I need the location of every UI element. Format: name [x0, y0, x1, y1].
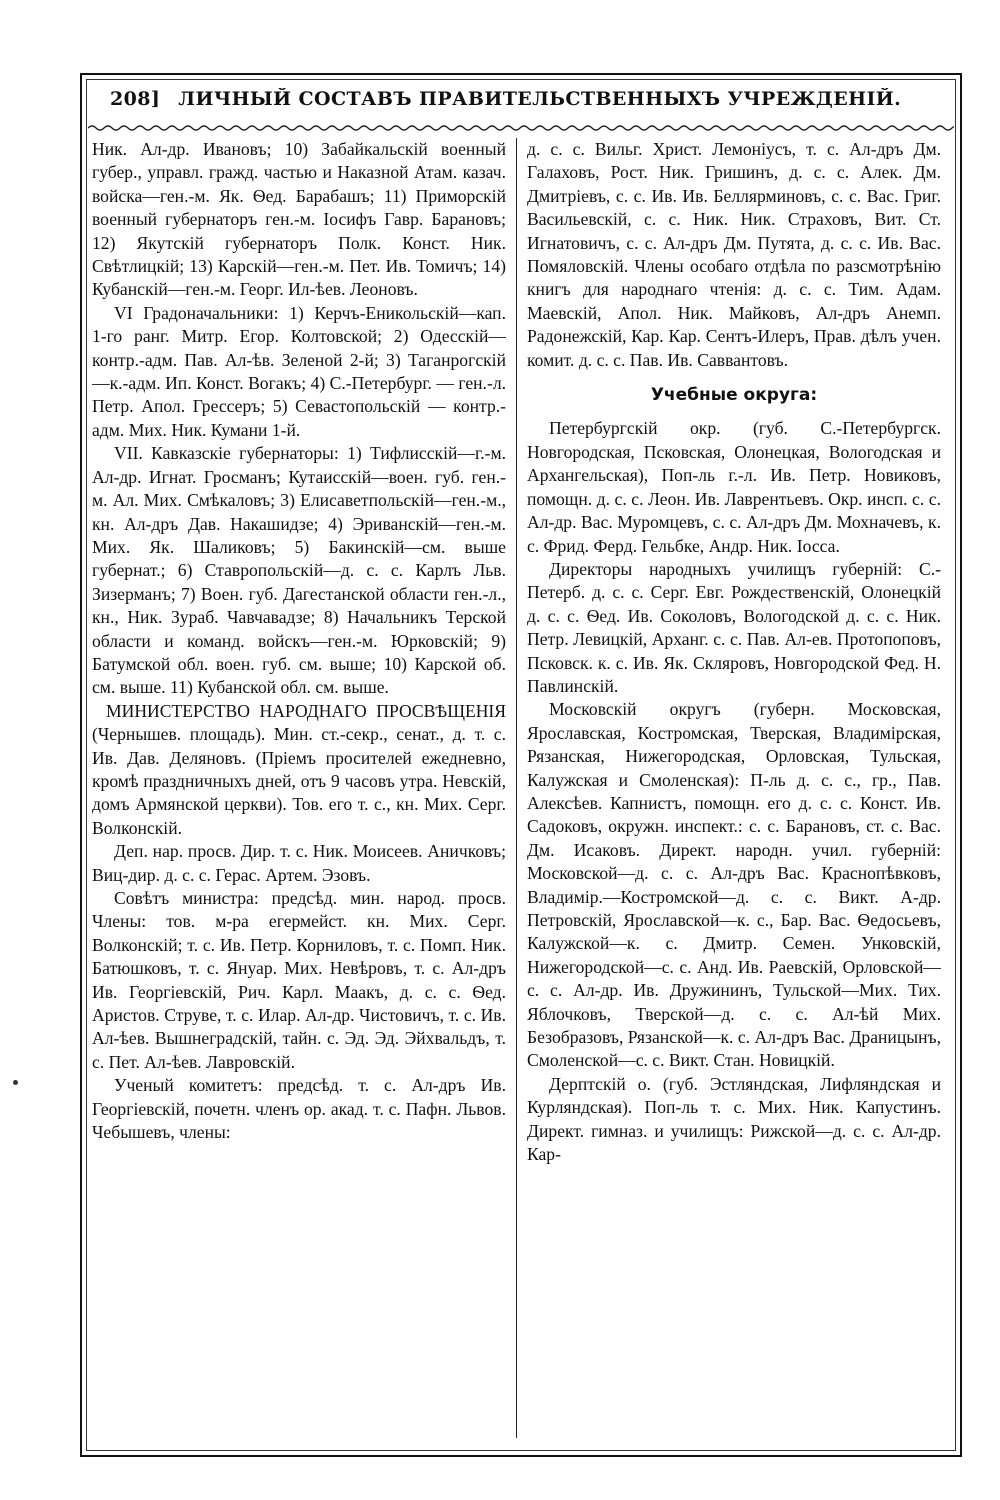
paragraph-moscow-district: Московскій округъ (губерн. Московская, Ярославская, Костромская, Тверская, Владимірская, Рязанская, Нижегородская, Орловская, Тульская, Калужская и Смоленская): П-ль д. с. с., гр., Пав. Алексѣев. Капнистъ, помощн. его д. с. с. Конст. Ив. Садоковъ, окружн. инспект.: с. с. Барановъ, ст. с. Вас. Дм. Исаковъ. Директ. народн. учил. губерній: Московской—д. с. с. Ал-дръ Вас. Краснопѣвковъ, Владимір.—Костромской—д. с. с. Викт. А-др. Петровскій, Ярославской—к. с., Бар. Вас. Ѳедосьевъ, Калужской—к. с. Дмитр. Семен. Унковскій, Нижегородской—с. с. Анд. Ив. Раевскій, Орловской—с. с. Ал-др. Ив. Дружининъ, Тульской—Мих. Тих. Яблочковъ, Тверской—д. с. с. Ал-ѣй Мих. Безобразовъ, Рязанской—к. с. Ал-дръ Вас. Драницынъ, Смоленской—с. с. Викт. Стан. Новицкій. — [527, 699, 941, 1071]
column-divider — [516, 138, 517, 1438]
paragraph-governors-end: Ник. Ал-др. Ивановъ; 10) Забайкальскій военный губер., управл. гражд. частью и Наказной Атам. казач. войска—ген.-м. Як. Ѳед. Барабашъ; 11) Приморскій военный губернаторъ ген.-м. Іосифъ Гавр. Барановъ; 12) Якутскій губернаторъ Полк. Конст. Ник. Свѣтлицкій; 13) Карскій—ген.-м. Пет. Ив. Томичъ; 14) Кубанскій—ген.-м. Георг. Ил-ѣев. Леоновъ. — [92, 139, 506, 300]
running-header — [110, 88, 940, 124]
paragraph-ministry: МИНИСТЕРСТВО НАРОДНАГО ПРОСВѢЩЕНІЯ (Чернышев. площадь). Мин. ст.-секр., сенат., д. т. с. Ив. Дав. Деляновъ. (Пріемъ просителей ежедневно, кромѣ праздничныхъ дней, отъ 9 часовъ утра. Невскій, домъ Армянской церкви). Тов. его т. с., кн. Мих. Серг. Волконскій. — [92, 700, 506, 838]
paragraph-school-directors: Директоры народныхъ училищъ губерній: С.-Петерб. д. с. с. Серг. Евг. Рождественскій, Олонецкій д. с. с. Ѳед. Ив. Соколовъ, Вологодской д. с. с. Ник. Петр. Левицкій, Арханг. с. с. Пав. Ал-ев. Протопоповъ, Псковск. к. с. Ив. Як. Скляровъ, Новгородской Фед. Н. Павлинскій. — [527, 558, 941, 696]
paragraph-council: Совѣтъ министра: предсѣд. мин. народ. просв. Члены: тов. м-ра егермейст. кн. Мих. Серг. Волконскій; т. с. Ив. Петр. Корниловъ, т. с. Помп. Ник. Батюшковъ, т. с. Януар. Мих. Невѣровъ, т. с. Ал-дръ Ив. Георгіевскій, Рич. Карл. Маакъ, д. с. с. Ѳед. Аристов. Струве, т. с. Илар. Ал-др. Чистовичъ, т. с. Ив. Ал-ѣев. Вышнеградскій, тайн. с. Эд. Эд. Эйхвальдъ, т. с. Пет. Ал-ѣев. Лавровскій. — [92, 888, 506, 1072]
paragraph-petersburg-district: Петербургскій окр. (губ. С.-Петербургск. Новгородская, Псковская, Олонецкая, Вологодская и Архангельская), Поп-ль г.-л. Ив. Петр. Новиковъ, помощн. д. с. с. Леон. Ив. Лаврентьевъ. Окр. инсп. с. с. Ал-др. Вас. Муромцевъ, с. с. Ал-дръ Дм. Мохначевъ, к. с. Фрид. Ферд. Гельбке, Андр. Ник. Іосса. — [527, 418, 941, 556]
left-column — [92, 138, 506, 1450]
right-column — [527, 138, 941, 1450]
paragraph-committee-members: д. с. с. Вильг. Христ. Лемоніусъ, т. с. Ал-дръ Дм. Галаховъ, Рост. Ник. Гришинъ, д. с. с. Алек. Дм. Дмитріевъ, с. с. Ив. Ив. Беллярминовъ, с. с. Вас. Григ. Васильевскій, с. с. Ник. Ник. Страховъ, Вит. Ст. Игнатовичъ, с. с. Ал-дръ Дм. Путята, д. с. с. Ив. Вас. Помяловскій. Члены особаго отдѣла по разсмотрѣнію книгъ для народнаго чтенія: д. с. с. Тим. Адам. Маевскій, Апол. Ник. Майковъ, Ал-дръ Анемп. Радонежскій, Кар. Кар. Сентъ-Илеръ, Прав. дѣлъ учен. комит. д. с. с. Пав. Ив. Саввантовъ. — [527, 139, 941, 370]
paragraph-dorpat-district: Дерптскій о. (губ. Эстляндская, Лифляндская и Курляндская). Поп-ль т. с. Мих. Ник. Капустинъ. Директ. гимназ. и училищъ: Рижской—д. с. с. Ал-др. Кар- — [527, 1073, 941, 1165]
paragraph-department: Деп. нар. просв. Дир. т. с. Ник. Моисеев. Аничковъ; Виц-дир. д. с. с. Герас. Артем. Эзовъ. — [92, 841, 506, 885]
scan-speck — [13, 1080, 18, 1085]
paragraph-gradonachalniki: VI Градоначальники: 1) Керчъ-Еникольскій—кап. 1-го ранг. Митр. Егор. Колтовской; 2) Одесскій—контр.-адм. Пав. Ал-ѣв. Зеленой 2-й; 3) Таганрогскій—к.-адм. Ип. Конст. Вогакъ; 4) С.-Петербург. — ген.-л. Петр. Апол. Грессеръ; 5) Севастопольскій — контр.-адм. Мих. Ник. Кумани 1-й. — [92, 302, 506, 440]
page-title: ЛИЧНЫЙ СОСТАВЪ ПРАВИТЕЛЬСТВЕННЫХЪ УЧРЕЖДЕНІЙ. — [178, 88, 902, 110]
paragraph-caucasus-governors: VII. Кавказскіе губернаторы: 1) Тифлисскій—г.-м. Ал-др. Игнат. Гросманъ; Кутаисскій—воен. губ. ген.-м. Ал. Мих. Смѣкаловъ; 3) Елисаветпольскій—ген.-м., кн. Ал-дръ Дав. Накашидзе; 4) Эриванскій—ген.-м. Мих. Як. Шаликовъ; 5) Бакинскій—см. выше губернат.; 6) Ставропольскій—д. с. с. Карлъ Льв. Зизерманъ; 7) Воен. губ. Дагестанской области ген.-л., кн., Ник. Зураб. Чавчавадзе; 8) Начальникъ Терской области и команд. войскъ—ген.-м. Юрковскій; 9) Батумской обл. воен. губ. см. выше; 10) Карской об. см. выше. 11) Кубанской обл. см. выше. — [92, 443, 506, 698]
wavy-rule — [88, 122, 954, 134]
paragraph-scholarly-committee: Ученый комитетъ: предсѣд. т. с. Ал-дръ Ив. Георгіевскій, почетн. членъ ор. акад. т. с. Пафн. Львов. Чебышевъ, члены: — [92, 1075, 506, 1143]
page-number: 208] — [110, 88, 161, 110]
section-heading-educational-districts: Учебные округа: — [650, 385, 818, 406]
